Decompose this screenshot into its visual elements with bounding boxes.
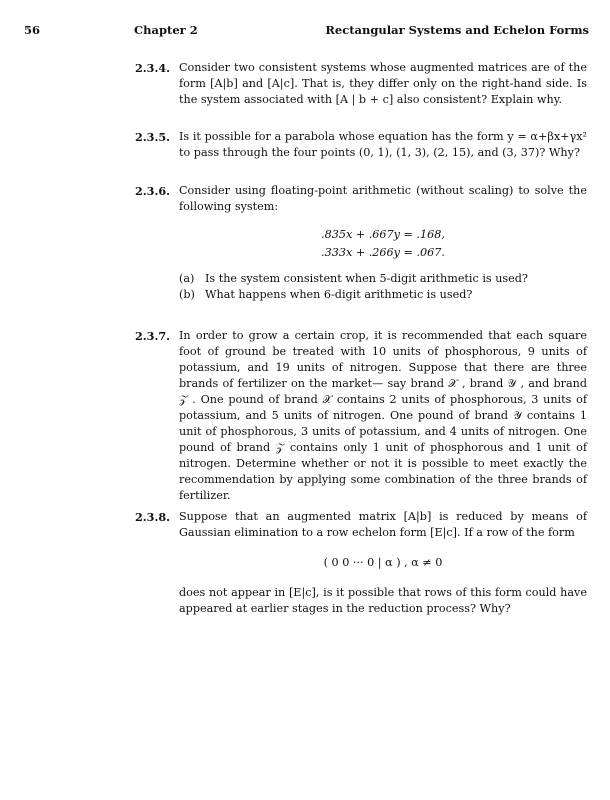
page-header (24, 23, 589, 41)
part-text: Is the system consistent when 5-digit arithmetic is used? (205, 272, 528, 285)
exercise-text: Consider two consistent systems whose augmented matrices are of the form [A|b] and [A|c]. That is, they differ only on the right-hand side. Is the system associated with [A | b + c] also consistent? Explain why. (179, 61, 587, 106)
exercise-part (179, 287, 587, 303)
exercise-number: 2.3.6. (135, 184, 171, 198)
exercise-text: Consider using floating-point arithmetic (without scaling) to solve the following system: (179, 184, 587, 213)
exercise-number: 2.3.7. (135, 329, 171, 343)
part-text: What happens when 6-digit arithmetic is used? (205, 288, 473, 301)
exercise-number: 2.3.8. (135, 510, 171, 524)
running-title: Rectangular Systems and Echelon Forms (325, 23, 589, 37)
exercise-2-3-5 (135, 129, 587, 161)
exercise-parts (179, 271, 587, 303)
exercise-number: 2.3.4. (135, 61, 171, 75)
exercise-text: Suppose that an augmented matrix [A|b] is reduced by means of Gaussian elimination to a row echelon form [E|c]. If a row of the form (179, 510, 587, 539)
part-label: (b) (179, 288, 195, 301)
part-label: (a) (179, 272, 195, 285)
row-form: ( 0 0 ··· 0 | α ) , α ≠ 0 (323, 556, 443, 569)
exercise-text: In order to grow a certain crop, it is recommended that each square foot of ground be treated with 10 units of phosphorous, 9 units of potassium, and 19 units of nitrogen. Suppose that there are three brands of fertilizer on the market— say brand 𝒳 , brand 𝒴 , and brand 𝒵 . One pound of brand 𝒳 contains 2 units of phosphorous, 3 units of potassium, and 5 units of nitrogen. One pound of brand 𝒴 contains 1 unit of phosphorous, 3 units of potassium, and 4 units of nitrogen. One pound of brand 𝒵 contains only 1 unit of phosphorous and 1 unit of nitrogen. Determine whether or not it is possible to meet exactly the recommendation by applying some combination of the three brands of fertilizer. (179, 329, 587, 502)
chapter-label: Chapter 2 (134, 23, 198, 37)
exercise-text: Is it possible for a parabola whose equation has the form y = α+βx+γx² to pass through the four points (0, 1), (1, 3), (2, 15), and (3, 37)? Why? (179, 130, 587, 159)
exercise-2-3-8 (135, 509, 587, 617)
page-number: 56 (24, 23, 41, 37)
equation-system (179, 227, 587, 261)
exercise-2-3-7 (135, 328, 587, 504)
equation: .333x + .266y = .067. (321, 246, 445, 259)
exercise-2-3-4 (135, 60, 587, 108)
equation: .835x + .667y = .168, (321, 228, 445, 241)
exercise-2-3-6 (135, 183, 587, 303)
exercise-number: 2.3.5. (135, 130, 171, 144)
exercise-text-continued: does not appear in [E|c], is it possible that rows of this form could have appeared at earlier stages in the reduction process? Why? (179, 586, 587, 615)
exercise-part (179, 271, 587, 287)
